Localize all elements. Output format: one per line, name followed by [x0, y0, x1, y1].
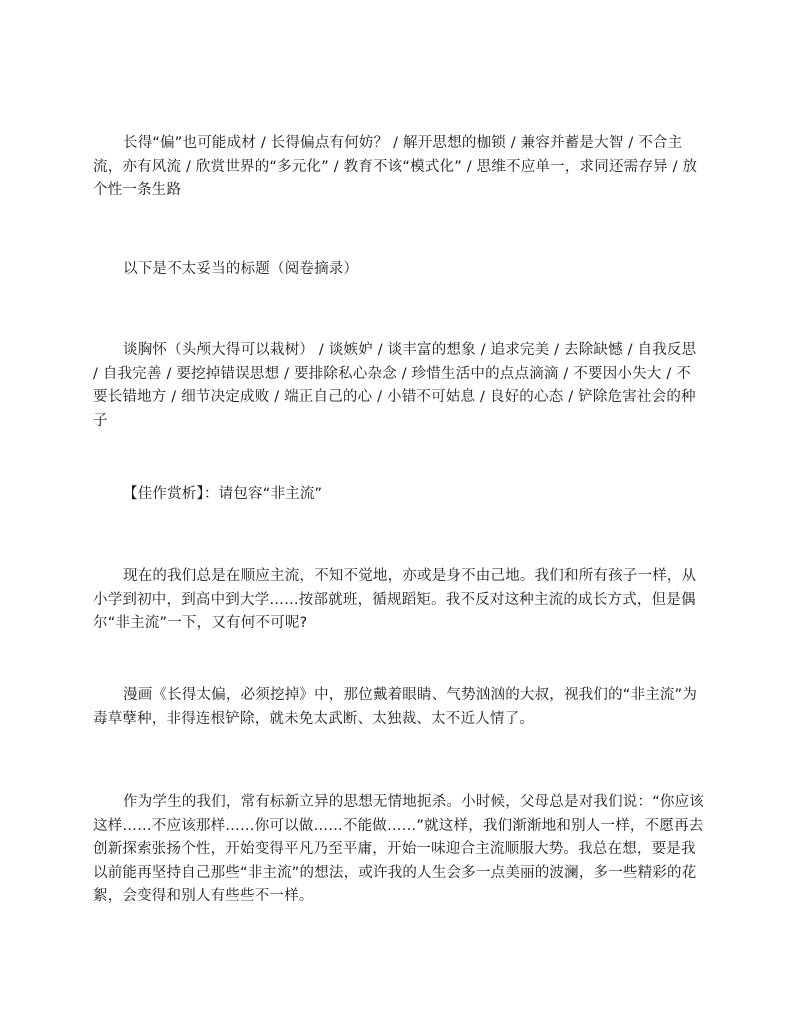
paragraph-essay-heading: 【佳作赏析】：请包容“非主流” [123, 486, 323, 502]
paragraph-title-list: 长得“偏”也可能成材 / 长得偏点有何妨？ / 解开思想的枷锁 / 兼容并蓄是大智 / 不合主流，亦有风流 / 欣赏世界的“多元化” / 教育不该“模式化” / 思维不应单一，求同还需存异 / 放个性一条生路 [93, 135, 698, 198]
paragraph-essay-3: 作为学生的我们，常有标新立异的思想无情地扼杀。小时候，父母总是对我们说：“你应该这样……不应该那样……你可以做……不能做……”就这样，我们渐渐地和别人一样，不愿再去创新探索张扬个性，开始变得平凡乃至平庸，开始一味迎合主流顺服大势。我总在想，要是我以前能再坚持自己那些“非主流”的想法，或许我的人生会多一点美丽的波澜，多一些精彩的花絮，会变得和别人有些些不一样。 [93, 794, 705, 904]
paragraph-essay-1: 现在的我们总是在顺应主流，不知不觉地，亦或是身不由己地。我们和所有孩子一样，从小学到初中，到高中到大学……按部就班，循规蹈矩。我不反对这种主流的成长方式，但是偶尔“非主流”一下，又有何不可呢? [93, 568, 697, 631]
paragraph-improper-titles-heading: 以下是不太妥当的标题（阅卷摘录） [123, 261, 359, 277]
paragraph-improper-titles-list: 谈胸怀（头颅大得可以栽树） / 谈嫉妒 / 谈丰富的想象 / 追求完美 / 去除缺憾 / 自我反思 / 自我完善 / 要挖掉错误思想 / 要排除私心杂念 / 珍惜生活中的点点滴滴 / 不要因小失大 / 不要长错地方 / 细节决定成败 / 端正自己的心 / 小错不可姑息 / 良好的心态 / 铲除危害社会的种子 [93, 342, 697, 429]
paragraph-essay-2: 漫画《长得太偏，必须挖掉》中，那位戴着眼睛、气势汹汹的大叔，视我们的“非主流”为毒草孽种，非得连根铲除，就未免太武断、太独裁、太不近人情了。 [93, 687, 698, 727]
